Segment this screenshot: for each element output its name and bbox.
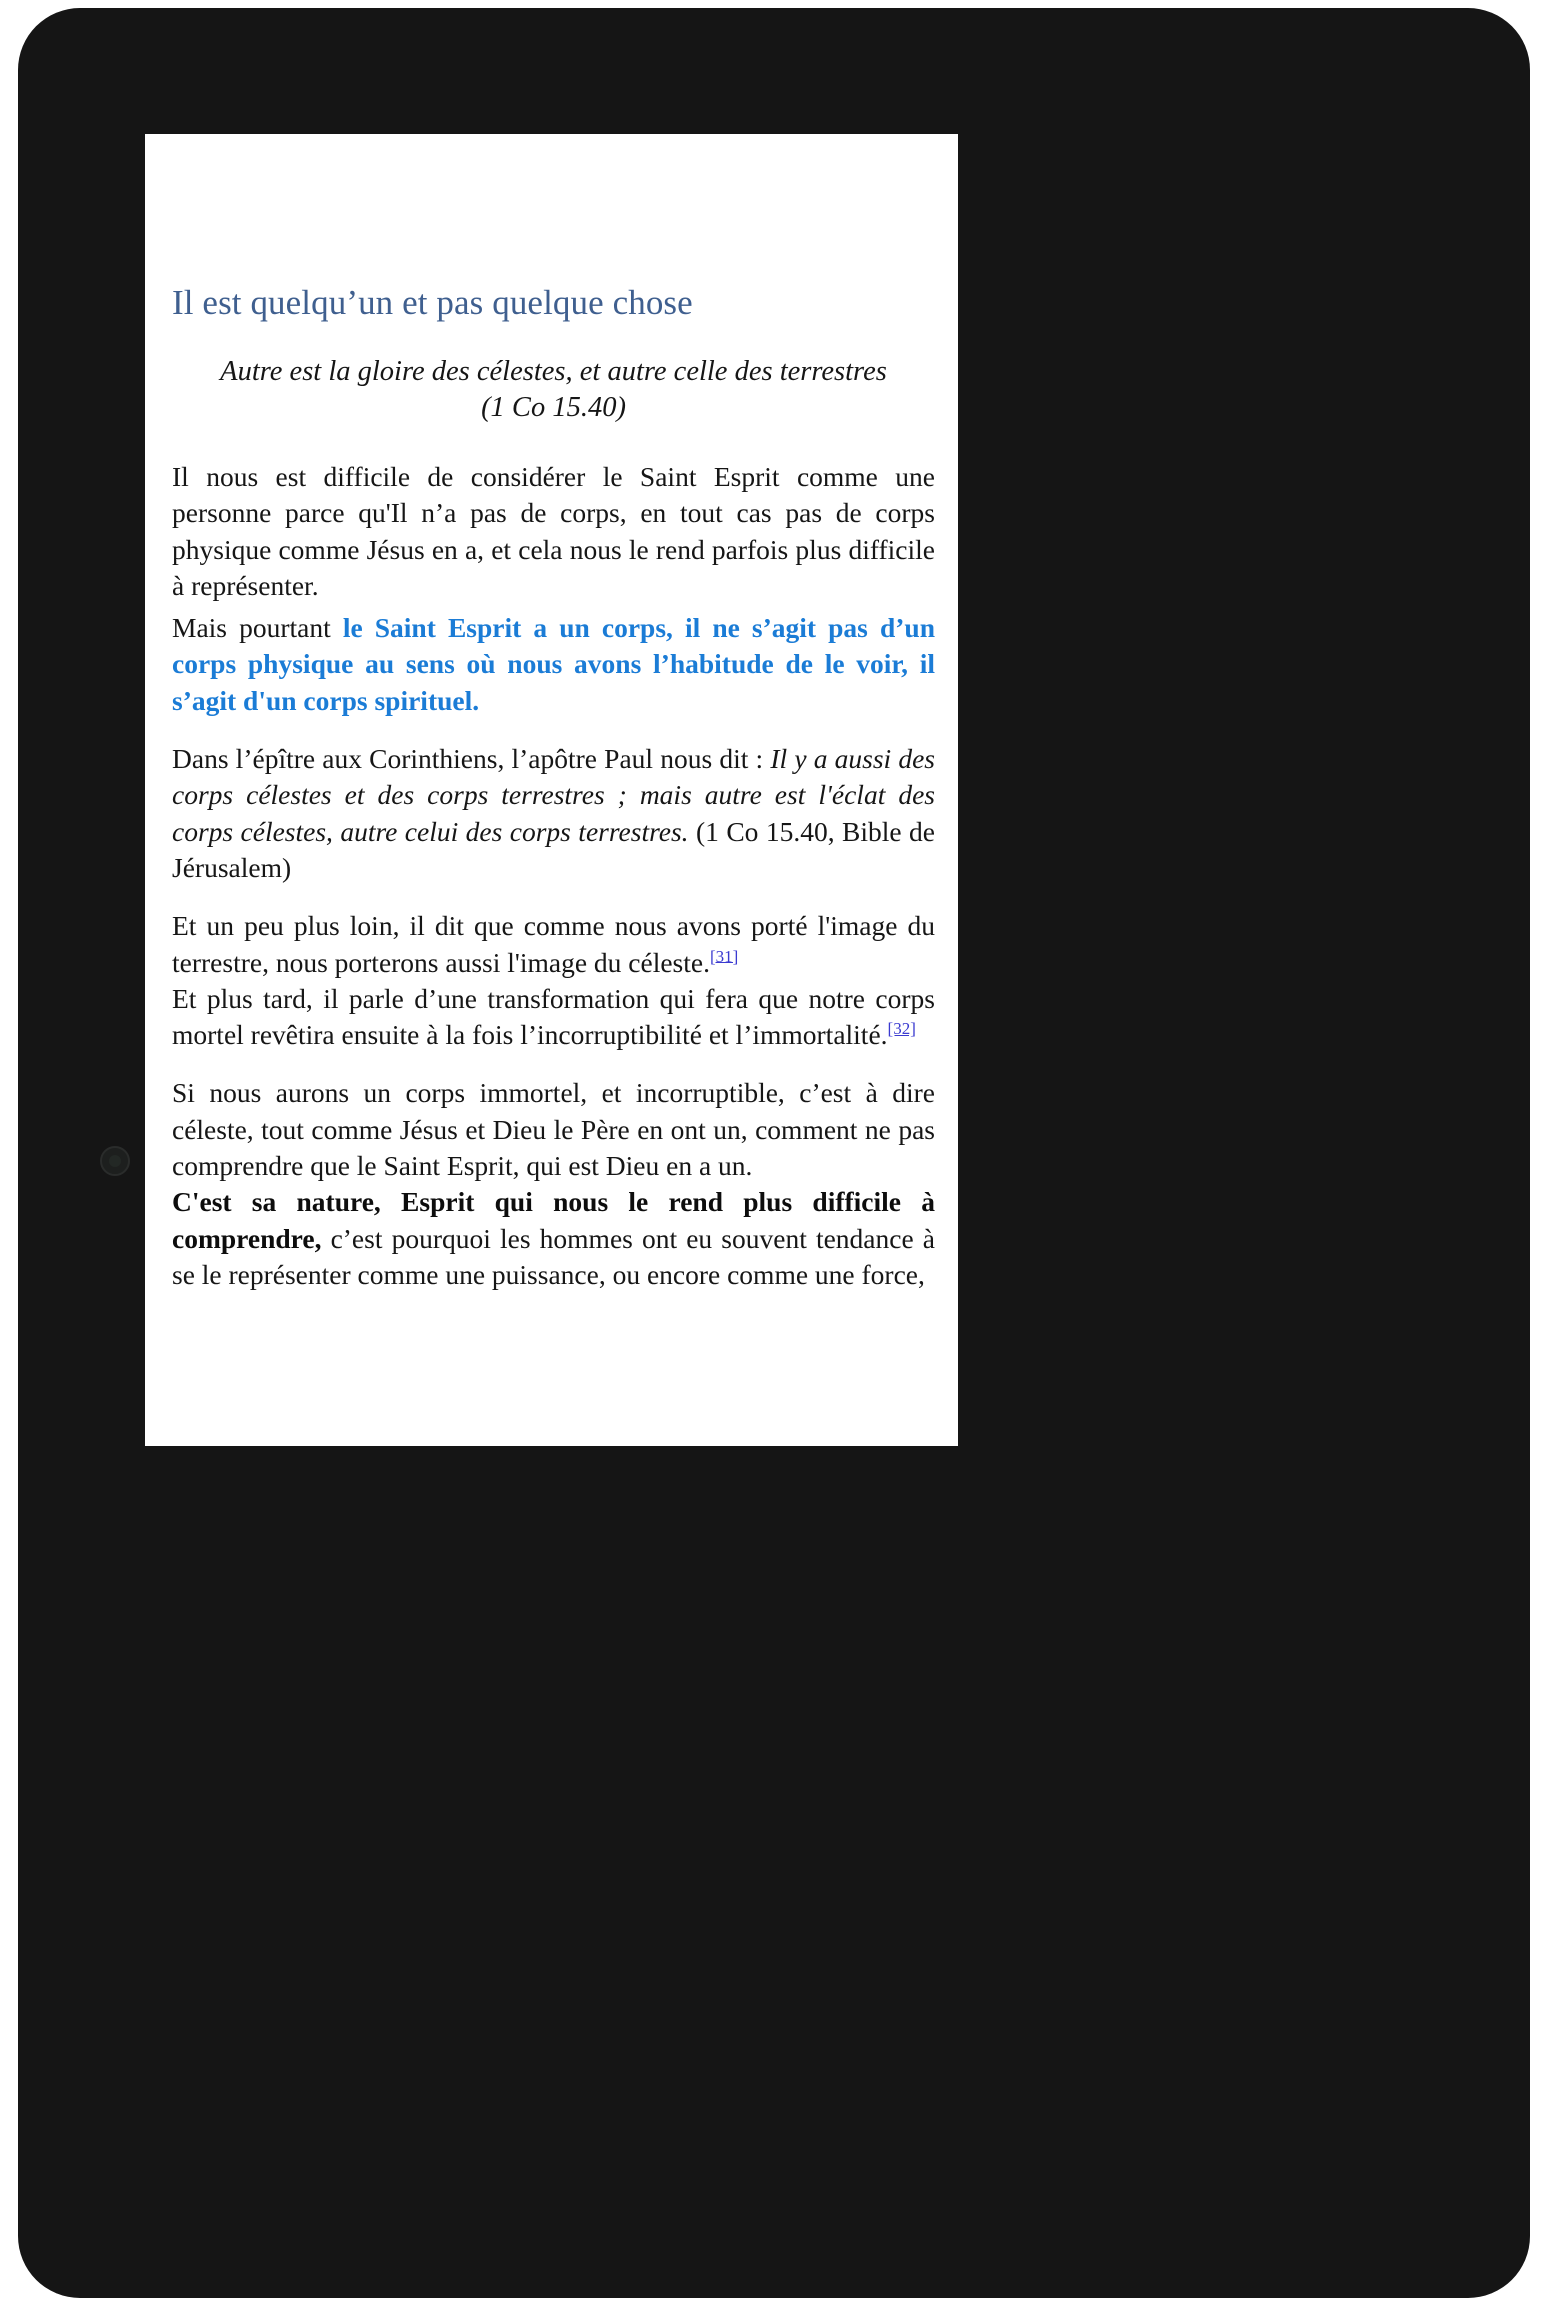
- scripture-quote: Il y a aussi des corps célestes et des corps terrestres ; mais autre est l'éclat des corps célestes, autre celui des corps terrestres.: [172, 743, 935, 847]
- paragraph-7: [172, 1184, 935, 1293]
- emphasised-text: C'est sa nature, Esprit qui nous le rend plus difficile à comprendre,: [172, 1186, 935, 1254]
- paragraph-4: [172, 908, 935, 981]
- spacer: [172, 427, 935, 453]
- epigraph-quote: Autre est la gloire des célestes, et autre celle des terrestres: [220, 356, 887, 387]
- reader-page[interactable]: [145, 134, 958, 1446]
- page-title: Il est quelqu’un et pas quelque chose: [172, 283, 693, 322]
- spacer: [172, 886, 935, 908]
- footnote-link-31[interactable]: [31]: [709, 946, 739, 966]
- paragraph-1: [172, 453, 935, 604]
- text-run: Et un peu plus loin, il dit que comme nous avons porté l'image du terrestre, nous porterons aussi l'image du céleste.: [172, 910, 935, 978]
- footnote-link-32[interactable]: [32]: [887, 1018, 916, 1038]
- text-run: c’est pourquoi les hommes ont eu souvent tendance à se le représenter comme une puissance, ou encore comme une force,: [172, 1222, 935, 1290]
- text-run: Il nous est difficile de considérer le Saint Esprit comme une personne parce qu'Il n’a pas de corps, en tout cas pas de corps physique comme Jésus en a, et cela nous le rend parfois plus difficile à représenter.: [172, 460, 935, 601]
- epigraph-reference: (1 Co 15.40): [481, 392, 626, 424]
- paragraph-3: [172, 741, 935, 886]
- spacer: [172, 1053, 935, 1075]
- text-run: Dans l’épître aux Corinthiens, l’apôtre Paul nous dit :: [172, 743, 771, 775]
- text-run: Mais pourtant: [172, 612, 343, 644]
- text-run: Et plus tard, il parle d’une transformation qui fera que notre corps mortel revêtira ensuite à la fois l’incorruptibilité et l’immortalité.: [172, 982, 935, 1051]
- spacer: [172, 719, 935, 741]
- text-run: Si nous aurons un corps immortel, et incorruptible, c’est à dire céleste, tout comme Jésus et Dieu le Père en ont un, comment ne pas comprendre que le Saint Esprit, qui est Dieu en a un.: [172, 1077, 935, 1181]
- paragraph-6: [172, 1075, 935, 1184]
- highlighted-text: le Saint Esprit a un corps, il ne s’agit pas d’un corps physique au sens où nous avons l’habitude de le voir, il s’agit d'un corps spirituel.: [172, 612, 936, 716]
- paragraph-5: [172, 981, 935, 1054]
- device-frame: [18, 8, 1530, 2298]
- page-content-column: [172, 134, 935, 1446]
- paragraph-2: [172, 604, 935, 719]
- epigraph-block: [172, 324, 935, 427]
- camera-sensor-icon: [100, 1146, 130, 1176]
- text-run: (1 Co 15.40, Bible de Jérusalem): [172, 815, 935, 883]
